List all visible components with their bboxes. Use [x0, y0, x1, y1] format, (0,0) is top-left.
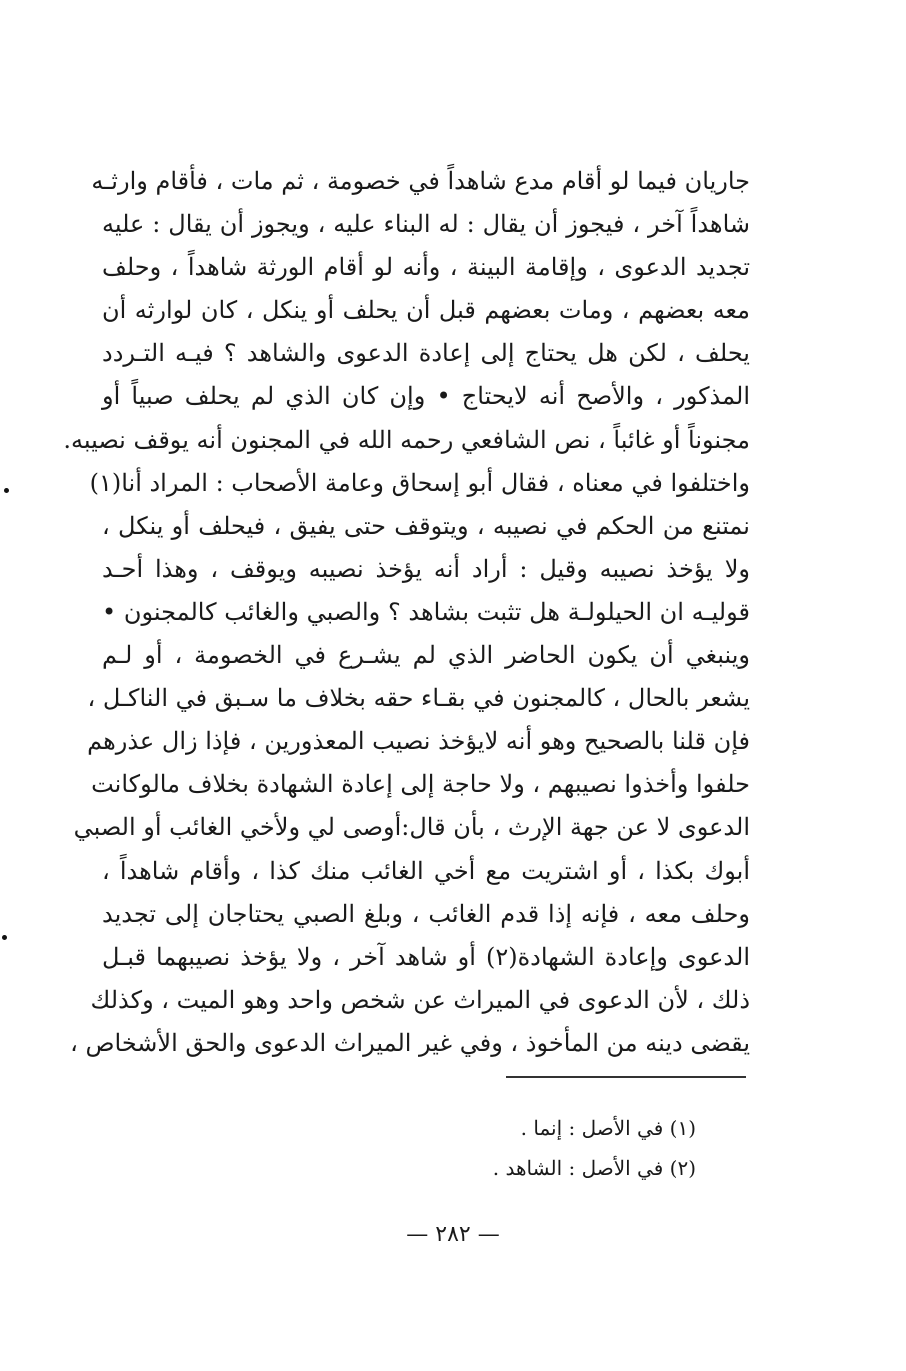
text-line: الدعوى وإعادة الشهادة(٢) أو شاهد آخر ، ولا يؤخذ نصيبهما قبـل — [102, 942, 750, 971]
margin-speck — [2, 935, 7, 940]
text-line: وينبغي أن يكون الحاضر الذي لم يشـرع في الخصومة ، أو لـم — [102, 641, 750, 670]
text-line: الدعوى لا عن جهة الإرث ، بأن قال:أوصى لي ولأخي الغائب أو الصبي — [73, 813, 750, 842]
text-line: قوليـه ان الحيلولـة هل تثبت بشاهد ؟ والصبي والغائب كالمجنون • — [102, 597, 750, 626]
text-line: وحلف معه ، فإنه إذا قدم الغائب ، وبلغ الصبي يحتاجان إلى تجديد — [102, 899, 750, 928]
text-line: ذلك ، لأن الدعوى في الميراث عن شخص واحد وهو الميت ، وكذلك — [90, 985, 750, 1014]
text-line: جاريان فيما لو أقام مدع شاهداً في خصومة ، ثم مات ، فأقام وارثـه — [91, 167, 750, 195]
text-line: واختلفوا في معناه ، فقال أبو إسحاق وعامة الأصحاب : المراد أنا(١) — [89, 468, 750, 497]
footnote-1: (١) في الأصل : إنما . — [520, 1116, 696, 1140]
text-line: تجديد الدعوى ، وإقامة البينة ، وأنه لو أقام الورثة شاهداً ، وحلف — [102, 253, 750, 282]
text-line: فإن قلنا بالصحيح وهو أنه لايؤخذ نصيب المعذورين ، فإذا زال عذرهم — [87, 727, 750, 756]
text-line: شاهداً آخر ، فيجوز أن يقال : له البناء عليه ، ويجوز أن يقال : عليه — [102, 210, 750, 239]
footnote-divider — [506, 1076, 746, 1078]
text-line: يقضى دينه من المأخوذ ، وفي غير الميراث الدعوى والحق الأشخاص ، — [70, 1028, 750, 1057]
text-line: أبوك بكذا ، أو اشتريت مع أخي الغائب منك كذا ، وأقام شاهداً ، — [102, 856, 750, 885]
footnote-2: (٢) في الأصل : الشاهد . — [492, 1156, 696, 1180]
margin-speck — [4, 488, 9, 493]
text-line: نمتنع من الحكم في نصيبه ، ويتوقف حتى يفيق ، فيحلف أو ينكل ، — [102, 511, 750, 540]
text-line: ولا يؤخذ نصيبه وقيل : أراد أنه يؤخذ نصيبه ويوقف ، وهذا أحـد — [102, 554, 750, 583]
text-line: حلفوا وأخذوا نصيبهم ، ولا حاجة إلى إعادة الشهادة بخلاف مالوكانت — [91, 770, 750, 799]
footnotes-block — [296, 1108, 696, 1188]
main-text-block — [63, 160, 750, 1065]
text-line: معه بعضهم ، ومات بعضهم قبل أن يحلف أو ينكل ، كان لوارثه أن — [102, 296, 750, 325]
text-line: يشعر بالحال ، كالمجنون في بقـاء حقه بخلاف ما سـبق في الناكـل ، — [87, 684, 750, 713]
page-number: — ٢٨٢ — — [406, 1222, 500, 1247]
text-line: يحلف ، لكن هل يحتاج إلى إعادة الدعوى والشاهد ؟ فيـه التـردد — [102, 339, 750, 368]
text-line: مجنوناً أو غائباً ، نص الشافعي رحمه الله في المجنون أنه يوقف نصيبه. — [63, 425, 750, 454]
text-line: المذكور ، والأصح أنه لايحتاج • وإن كان الذي لم يحلف صبياً أو — [102, 382, 750, 411]
